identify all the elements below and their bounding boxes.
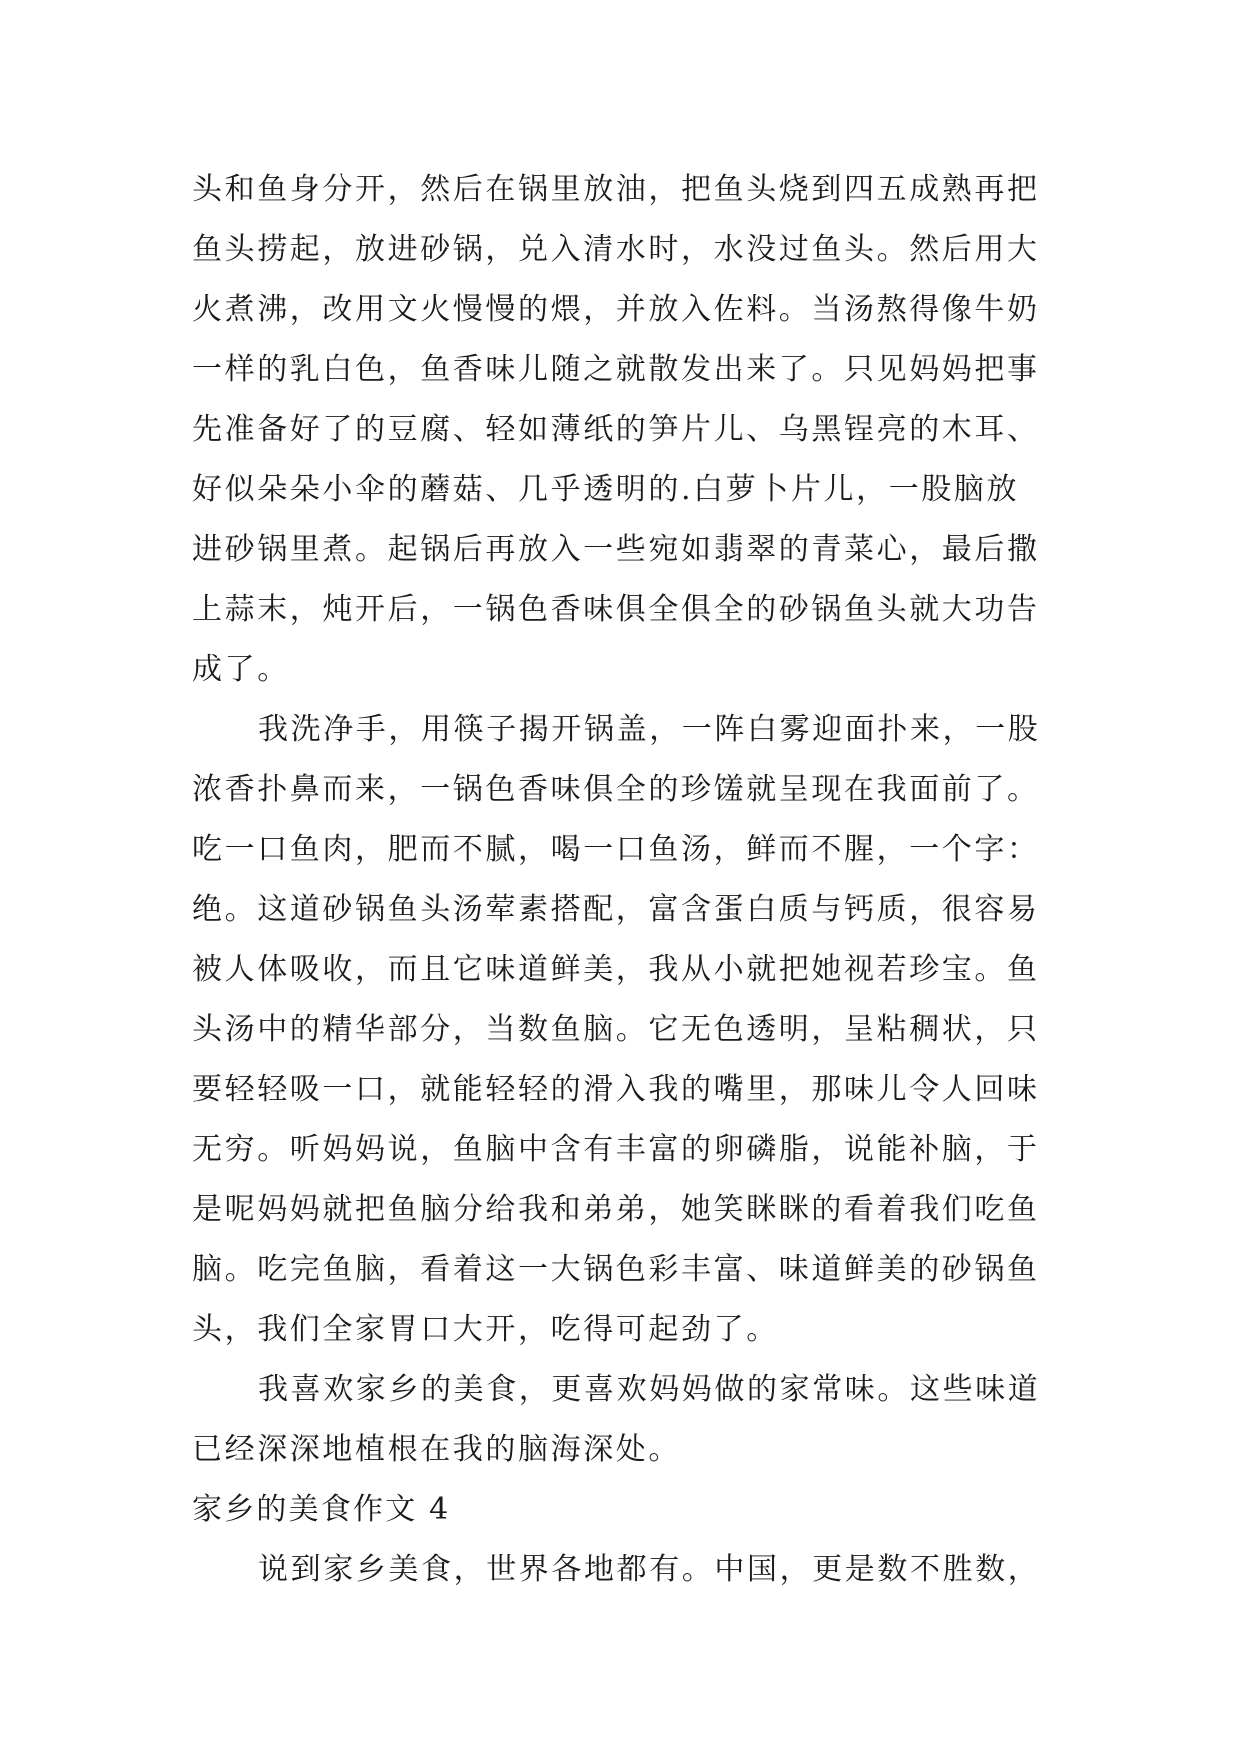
document-body — [192, 160, 1052, 1600]
text-line: 进砂锅里煮。起锅后再放入一些宛如翡翠的青菜心，最后撒 — [192, 532, 1040, 567]
text-line: 头，我们全家胃口大开，吃得可起劲了。 — [192, 1312, 779, 1347]
text-line: 鱼头捞起，放进砂锅，兑入清水时，水没过鱼头。然后用大 — [192, 232, 1040, 267]
paragraph-first-line: 我洗净手，用筷子揭开锅盖，一阵白雾迎面扑来，一股 — [258, 712, 1041, 747]
text-line: 已经深深地植根在我的脑海深处。 — [192, 1432, 681, 1467]
text-line: 火煮沸，改用文火慢慢的煨，并放入佐料。当汤熬得像牛奶 — [192, 292, 1040, 327]
text-line: 吃一口鱼肉，肥而不腻，喝一口鱼汤，鲜而不腥，一个字： — [192, 832, 1040, 867]
text-line: 头和鱼身分开，然后在锅里放油，把鱼头烧到四五成熟再把 — [192, 172, 1040, 207]
text-line: 上蒜末，炖开后，一锅色香味俱全俱全的砂锅鱼头就大功告 — [192, 592, 1040, 627]
paragraph-first-line: 我喜欢家乡的美食，更喜欢妈妈做的家常味。这些味道 — [258, 1372, 1041, 1407]
text-line: 头汤中的精华部分，当数鱼脑。它无色透明，呈粘稠状，只 — [192, 1012, 1040, 1047]
text-line: 成了。 — [192, 652, 290, 687]
text-line: 要轻轻吸一口，就能轻轻的滑入我的嘴里，那味儿令人回味 — [192, 1072, 1040, 1107]
text-line: 一样的乳白色，鱼香味儿随之就散发出来了。只见妈妈把事 — [192, 352, 1040, 387]
text-line: 无穷。听妈妈说，鱼脑中含有丰富的卵磷脂，说能补脑，于 — [192, 1132, 1040, 1167]
text-line: 是呢妈妈就把鱼脑分给我和弟弟，她笑眯眯的看着我们吃鱼 — [192, 1192, 1040, 1227]
text-line: 脑。吃完鱼脑，看着这一大锅色彩丰富、味道鲜美的砂锅鱼 — [192, 1252, 1040, 1287]
text-line: 被人体吸收，而且它味道鲜美，我从小就把她视若珍宝。鱼 — [192, 952, 1040, 987]
paragraph-first-line: 说到家乡美食，世界各地都有。中国，更是数不胜数， — [258, 1552, 1041, 1587]
text-line: 绝。这道砂锅鱼头汤荤素搭配，富含蛋白质与钙质，很容易 — [192, 892, 1040, 927]
text-line: 好似朵朵小伞的蘑菇、几乎透明的.白萝卜片儿，一股脑放 — [192, 472, 1020, 507]
text-line: 先准备好了的豆腐、轻如薄纸的笋片儿、乌黑锃亮的木耳、 — [192, 412, 1040, 447]
text-line: 浓香扑鼻而来，一锅色香味俱全的珍馐就呈现在我面前了。 — [192, 772, 1040, 807]
section-heading: 家乡的美食作文 4 — [192, 1492, 451, 1527]
